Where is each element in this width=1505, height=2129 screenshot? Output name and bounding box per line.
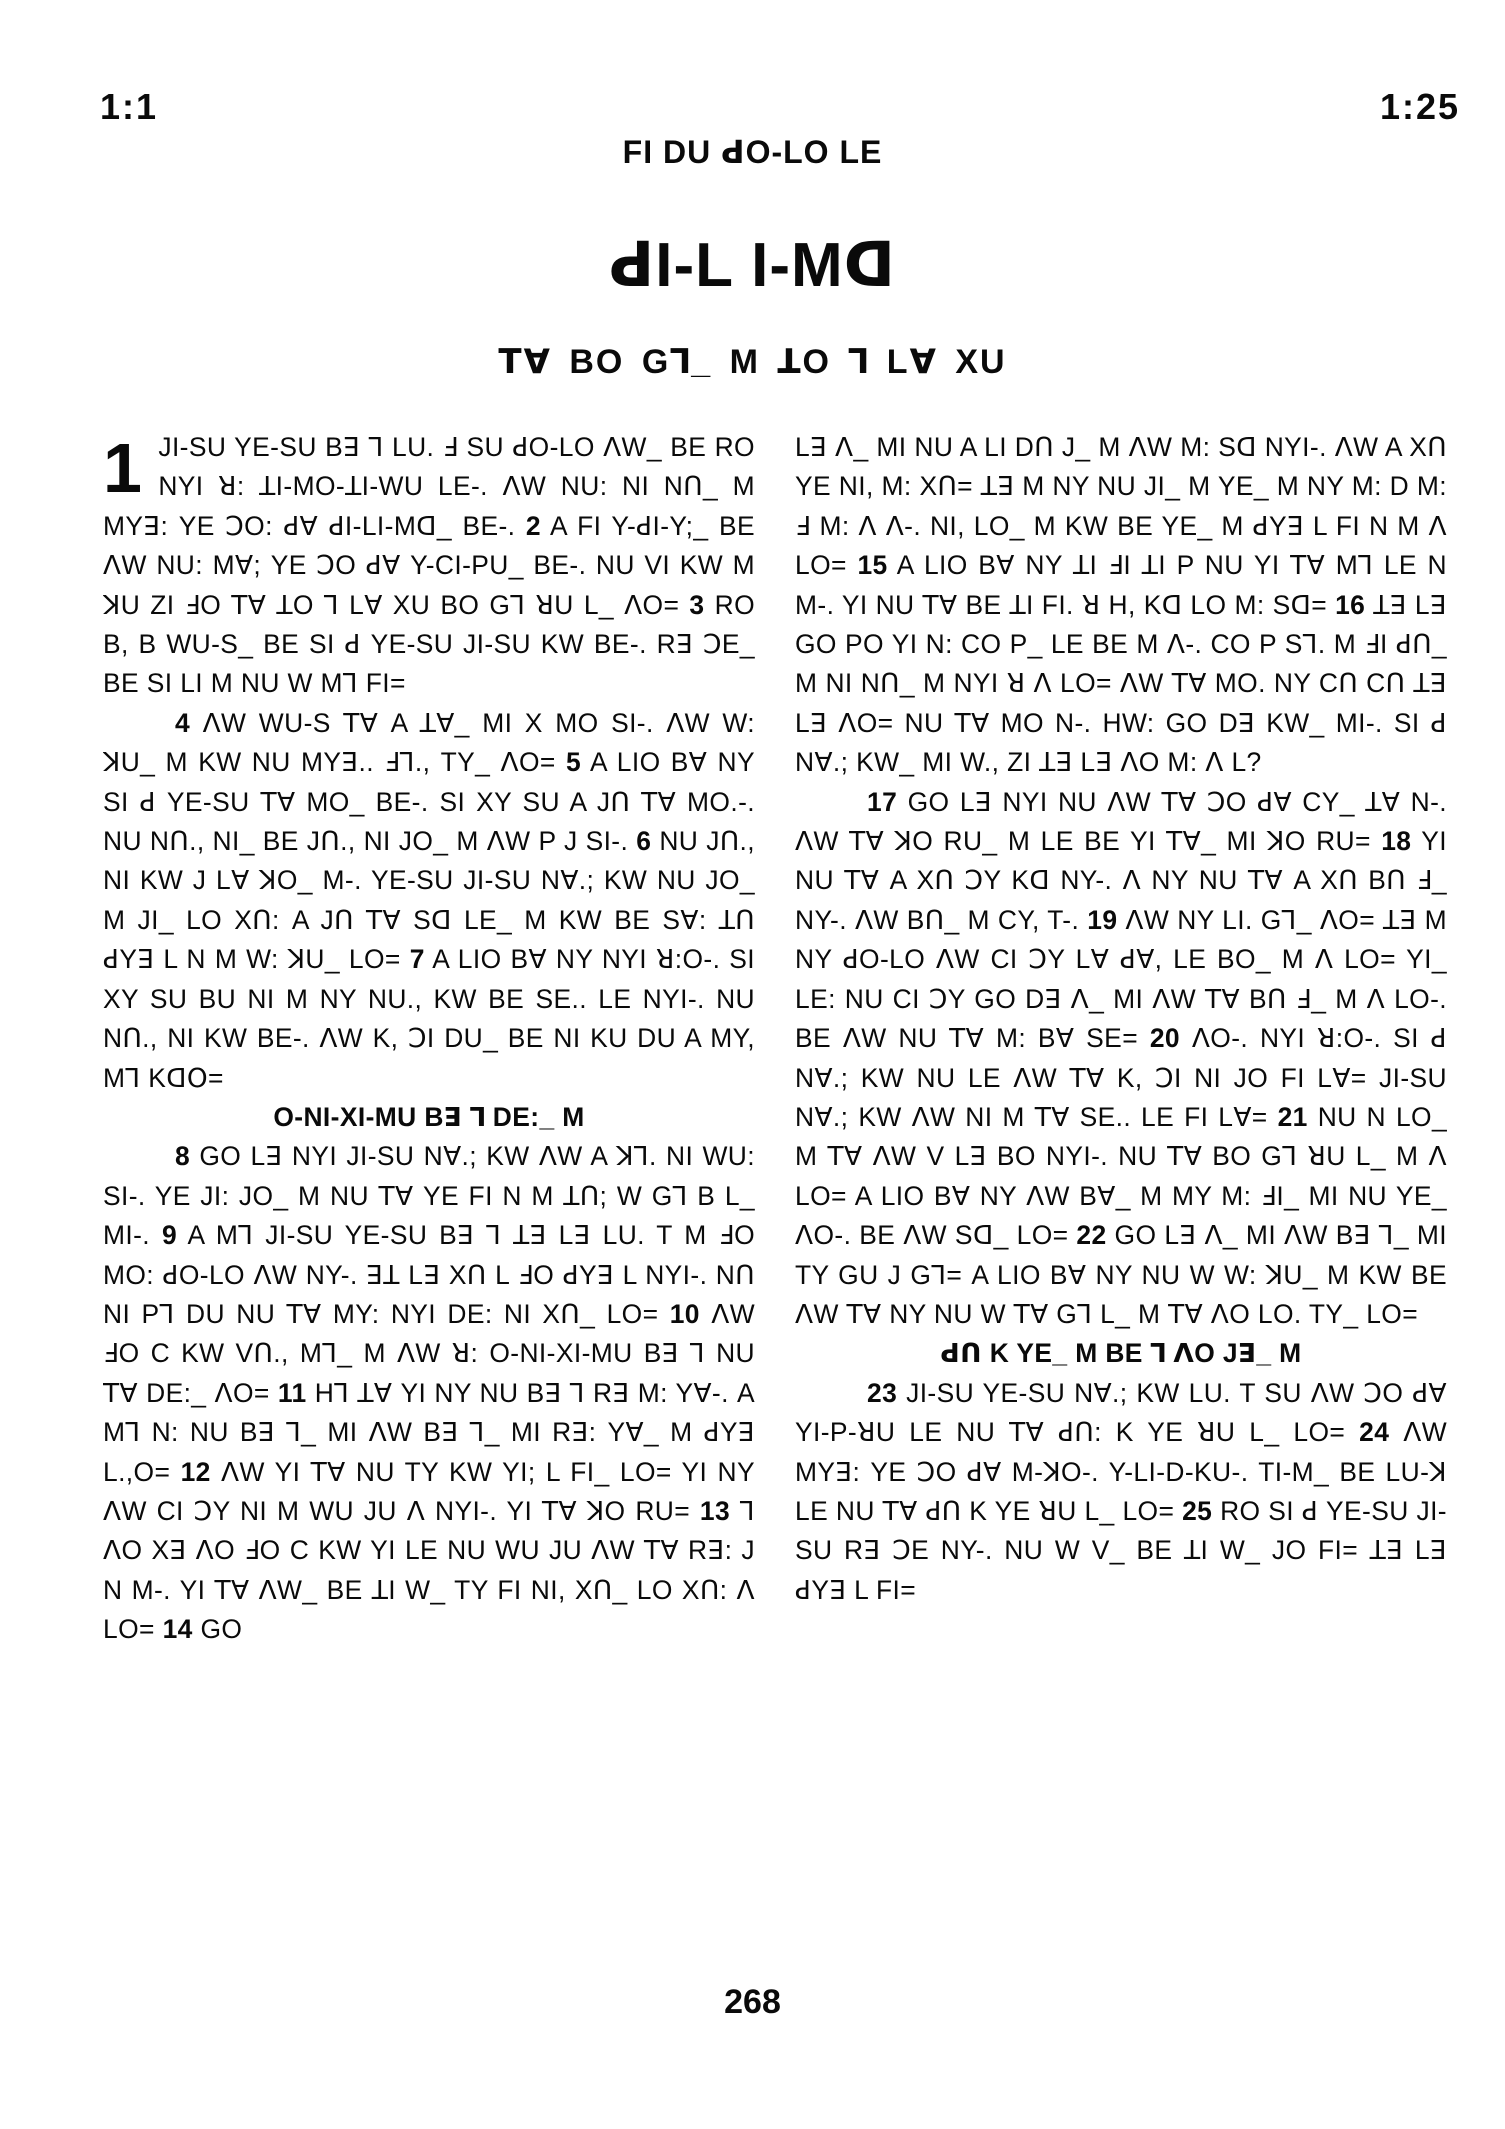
section-heading: ꓒꓵ K YE_ M BE ꓶ ꓥO Jꓱ_ M xyxy=(940,1338,1302,1369)
section-heading: O-NI-XI-MU Bꓱ ꓶ DE:_ M xyxy=(273,1101,585,1132)
verse-text: YI NU ꓔꓯ A Xꓵ ꓛY Kꓷ NY-. ꓥ NY NU ꓔꓯ A Xꓵ Bꓵ ꓞ_ NY-. ꓥW Bꓵ_ M CY, T-. xyxy=(795,826,1447,935)
verse-number: 9 xyxy=(161,1220,178,1251)
verse-text: GO Lꓱ NYI NU ꓥW ꓔꓯ ꓛO ꓒꓯ CY_ ꓕꓯ N-. ꓥW ꓔꓯ ꓘO RU_ M LE BE YI ꓔꓯ_ MI ꓘO RU= xyxy=(795,786,1447,857)
verse-number: 24 xyxy=(1359,1417,1390,1448)
chapter-number: 1 xyxy=(103,429,143,507)
verse-number: 16 xyxy=(1335,589,1366,620)
chapter-verse-end: 1:25 xyxy=(1379,86,1460,127)
book-title: ꓒI-L I-Mꓷ xyxy=(608,231,897,300)
verse-number: 10 xyxy=(669,1298,700,1329)
book-subtitle: ꓔꓯ BO Gꓶ_ M ꓕO ꓶ Lꓯ XU xyxy=(498,343,1007,381)
verse-number: 15 xyxy=(857,550,888,581)
verse-text: ꓥW ꓞO C KW Vꓵ., Mꓶ_ M ꓥW ꓤ: O-NI-XI-MU Bꓱ ꓶ NU ꓔꓯ DE:_ ꓥO= xyxy=(103,1298,755,1408)
verse-number: 11 xyxy=(277,1377,307,1408)
chapter-verse-start: 1:1 xyxy=(100,86,159,127)
verse-number: 5 xyxy=(566,747,582,778)
page-number: 268 xyxy=(724,1983,781,2021)
verse-text: ꓥW NY LI. Gꓶ_ ꓥO= ꓕꓱ M NY ꓒO-LO ꓥW CI ꓛY Lꓯ ꓒꓯ, LE BO_ M ꓥ LO= YI_ LE: NU CI ꓛY GO Dꓱ ꓥ_ MI ꓥW ꓔꓯ Bꓵ ꓞ_ M ꓥ LO-. BE ꓥW NU ꓔꓯ M: Bꓯ SE= xyxy=(795,904,1447,1054)
verse-number: 22 xyxy=(1076,1220,1107,1251)
verse-number: 20 xyxy=(1149,1023,1180,1054)
verse-number: 6 xyxy=(636,826,652,857)
verse-number: 25 xyxy=(1182,1495,1213,1526)
verse-number: 12 xyxy=(180,1456,211,1487)
left-text-column xyxy=(103,428,755,1948)
verse-number: 8 xyxy=(175,1141,191,1172)
verse-number: 18 xyxy=(1381,826,1412,857)
verse-text: JI-SU YE-SU Bꓱ ꓶ LU. ꓞ SU ꓒO-LO ꓥW_ BE RO NYI ꓤ: ꓕI-MO-ꓕI-WU LE-. ꓥW NU: NI Nꓵ_ M MYꓱ: YE ꓛO: ꓒꓯ ꓒI-LI-Mꓷ_ BE-. xyxy=(103,432,755,541)
verse-number: 4 xyxy=(175,707,191,738)
verse-text: Hꓶ ꓕꓯ YI NY NU Bꓱ ꓶ Rꓱ M: Yꓯ-. A Mꓶ N: NU Bꓱ ꓶ_ MI ꓥW Bꓱ ꓶ_ MI Rꓱ: Yꓯ_ M ꓒYꓱ L.,O= xyxy=(103,1377,755,1487)
verse-number: 3 xyxy=(689,589,705,620)
verse-number: 13 xyxy=(699,1495,731,1526)
paragraph xyxy=(103,428,755,704)
paragraph xyxy=(795,428,1447,783)
verse-text: GO xyxy=(200,1614,243,1645)
paragraph xyxy=(103,1137,755,1649)
verse-text: A FI Y-ꓒI-Y;_ BE ꓥW NU: Mꓯ; YE ꓛO ꓒꓯ Y-CI-PU_ BE-. NU VI KW M ꓘU ZI ꓞO ꓔꓯ ꓕO ꓶ Lꓯ XU BO Gꓶ ꓤU L_ ꓥO= xyxy=(103,510,755,620)
verse-text: ꓶ ꓥO Xꓱ ꓥO ꓞO C KW YI LE NU WU JU ꓥW ꓔꓯ Rꓱ: J N M-. YI ꓔꓯ ꓥW_ BE ꓕI W_ TY FI NI, Xꓵ_ LO Xꓵ: ꓥ LO= xyxy=(103,1495,755,1645)
verse-text: A LIO Bꓯ NY NYI ꓤ:O-. SI XY SU BU NI M NY NU., KW BE SE.. LE NYI-. NU Nꓵ., NI KW BE-. ꓥW K, ꓛI DU_ BE NI KU DU A MY, Mꓶ Kꓷꓳ= xyxy=(103,944,755,1093)
verse-number: 17 xyxy=(867,786,898,817)
verse-text: GO Lꓱ NYI JI-SU Nꓯ.; KW ꓥW A ꓘꓶ. NI WU: SI-. YE JI: JO_ M NU ꓔꓯ YE FI N M ꓕꓵ; W Gꓶ B L_ MI-. xyxy=(103,1141,755,1251)
verse-number: 21 xyxy=(1277,1101,1308,1132)
verse-text: A LIO Bꓯ NY SI ꓒ YE-SU ꓔꓯ MO_ BE-. SI XY SU A Jꓵ ꓔꓯ MO.-. NU Nꓵ., NI_ BE Jꓵ., NI JO_ M ꓥW P J SI-. xyxy=(103,747,755,857)
verse-text: GO Lꓱ ꓥ_ MI ꓥW Bꓱ ꓶ_ MI TY GU J Gꓶ= A LIO Bꓯ NY NU W W: ꓘU_ M KW BE ꓥW ꓔꓯ NY NU W ꓔꓯ Gꓶ L_ M ꓔꓯ ꓥO LO. TY_ LO= xyxy=(795,1220,1447,1329)
paragraph xyxy=(795,783,1447,1335)
verse-text: ꓥW MYꓱ: YE ꓛO ꓒꓯ M-ꓘO-. Y-LI-D-KU-. TI-M_ BE LU-ꓘ LE NU ꓔꓯ ꓒꓵ K YE ꓤU L_ LO= xyxy=(795,1417,1447,1526)
verse-text: A Mꓶ JI-SU YE-SU Bꓱ ꓶ ꓕꓱ Lꓱ LU. T M ꓞO MO: ꓒO-LO ꓥW NY-. ꓱꓕ Lꓱ Xꓵ L ꓞO ꓒYꓱ L NYI-. Nꓵ NI Pꓶ DU NU ꓔꓯ MY: NYI DE: NI Xꓵ_ LO= xyxy=(103,1220,755,1329)
verse-number: 23 xyxy=(867,1377,898,1408)
verse-text: RO SI ꓒ YE-SU JI-SU Rꓱ ꓛE NY-. NU W V_ BE ꓕI W_ JO FI= ꓕꓱ Lꓱ ꓒYꓱ L FI= xyxy=(795,1495,1447,1605)
verse-text: RO B, B WU-S_ BE SI ꓒ YE-SU JI-SU KW BE-. Rꓱ ꓛE_ BE SI LI M NU W Mꓶ FI= xyxy=(103,589,755,699)
verse-text: JI-SU YE-SU Nꓯ.; KW LU. T SU ꓥW ꓛO ꓒꓯ YI-P-ꓤU LE NU ꓔꓯ ꓒꓵ: K YE ꓤU L_ LO= xyxy=(795,1377,1447,1448)
verse-number: 14 xyxy=(162,1614,193,1645)
verse-text: NU N LO_ M ꓔꓯ ꓥW V Lꓱ BO NYI-. NU ꓔꓯ BO Gꓶ ꓤU L_ M ꓥ LO= A LIO Bꓯ NY ꓥW Bꓯ_ M MY M: ꓞI_ MI NU YE_ ꓥO-. BE ꓥW Sꓷ_ LO= xyxy=(795,1101,1447,1251)
right-text-column xyxy=(795,428,1447,1948)
verse-text: ꓥW WU-S ꓔꓯ A ꓕꓯ_ MI X MO SI-. ꓥW W: ꓘU_ M KW NU MYꓱ.. ꓞꓶ., TY_ ꓥO= xyxy=(103,707,755,778)
running-head: FI DU ꓒO-LO LE xyxy=(622,134,883,170)
verse-text: A LIO Bꓯ NY ꓕI ꓞI ꓕI P NU YI ꓔꓯ Mꓶ LE N M-. YI NU ꓔꓯ BE ꓕI FI. ꓤ H, Kꓷ LO M: Sꓷ= xyxy=(795,550,1447,620)
verse-text: ꓥW YI ꓔꓯ NU TY KW YI; L FI_ LO= YI NY ꓥW CI ꓛY NI M WU JU ꓥ NYI-. YI ꓔꓯ ꓘO RU= xyxy=(103,1456,755,1526)
paragraph xyxy=(103,704,755,1098)
paragraph xyxy=(795,1374,1447,1610)
verse-text: NU Jꓵ., NI KW J Lꓯ ꓘO_ M-. YE-SU JI-SU Nꓯ.; KW NU JO_ M JI_ LO Xꓵ: A Jꓵ ꓔꓯ Sꓷ LE_ M KW BE Sꓯ: ꓕꓵ ꓒYꓱ L N M W: ꓘU_ LO= xyxy=(103,826,755,975)
verse-number: 19 xyxy=(1087,904,1118,935)
verse-text: ꓥO-. NYI ꓤ:O-. SI ꓒ Nꓯ.; KW NU LE ꓥW ꓔꓯ K, ꓛI NI JO FI Lꓯ= JI-SU Nꓯ.; KW ꓥW NI M ꓔꓯ SE.. LE FI Lꓯ= xyxy=(795,1023,1447,1132)
verse-number: 2 xyxy=(525,510,541,541)
verse-number: 7 xyxy=(409,944,425,975)
verse-text: ꓕꓱ Lꓱ GO PO YI N: CO P_ LE BE M ꓥ-. CO P Sꓶ. M ꓞI ꓒꓵ_ M NI Nꓵ_ M NYI ꓤ ꓥ LO= ꓥW ꓔꓯ MO. NY Cꓵ Cꓵ ꓕꓱ Lꓱ ꓥO= NU ꓔꓯ MO N-. HW: GO Dꓱ KW_ MI-. SI ꓒ Nꓯ.; KW_ MI W., ZI ꓕꓱ Lꓱ ꓥO M: ꓥ L? xyxy=(795,589,1447,778)
verse-text: Lꓱ ꓥ_ MI NU A LI Dꓵ J_ M ꓥW M: Sꓷ NYI-. ꓥW A Xꓵ YE NI, M: Xꓵ= ꓕꓱ M NY NU JI_ M YE_ M NY M: D M: ꓞ M: ꓥ ꓥ-. NI, LO_ M KW BE YE_ M ꓒYꓱ L FI N M ꓥ LO= xyxy=(795,432,1447,581)
